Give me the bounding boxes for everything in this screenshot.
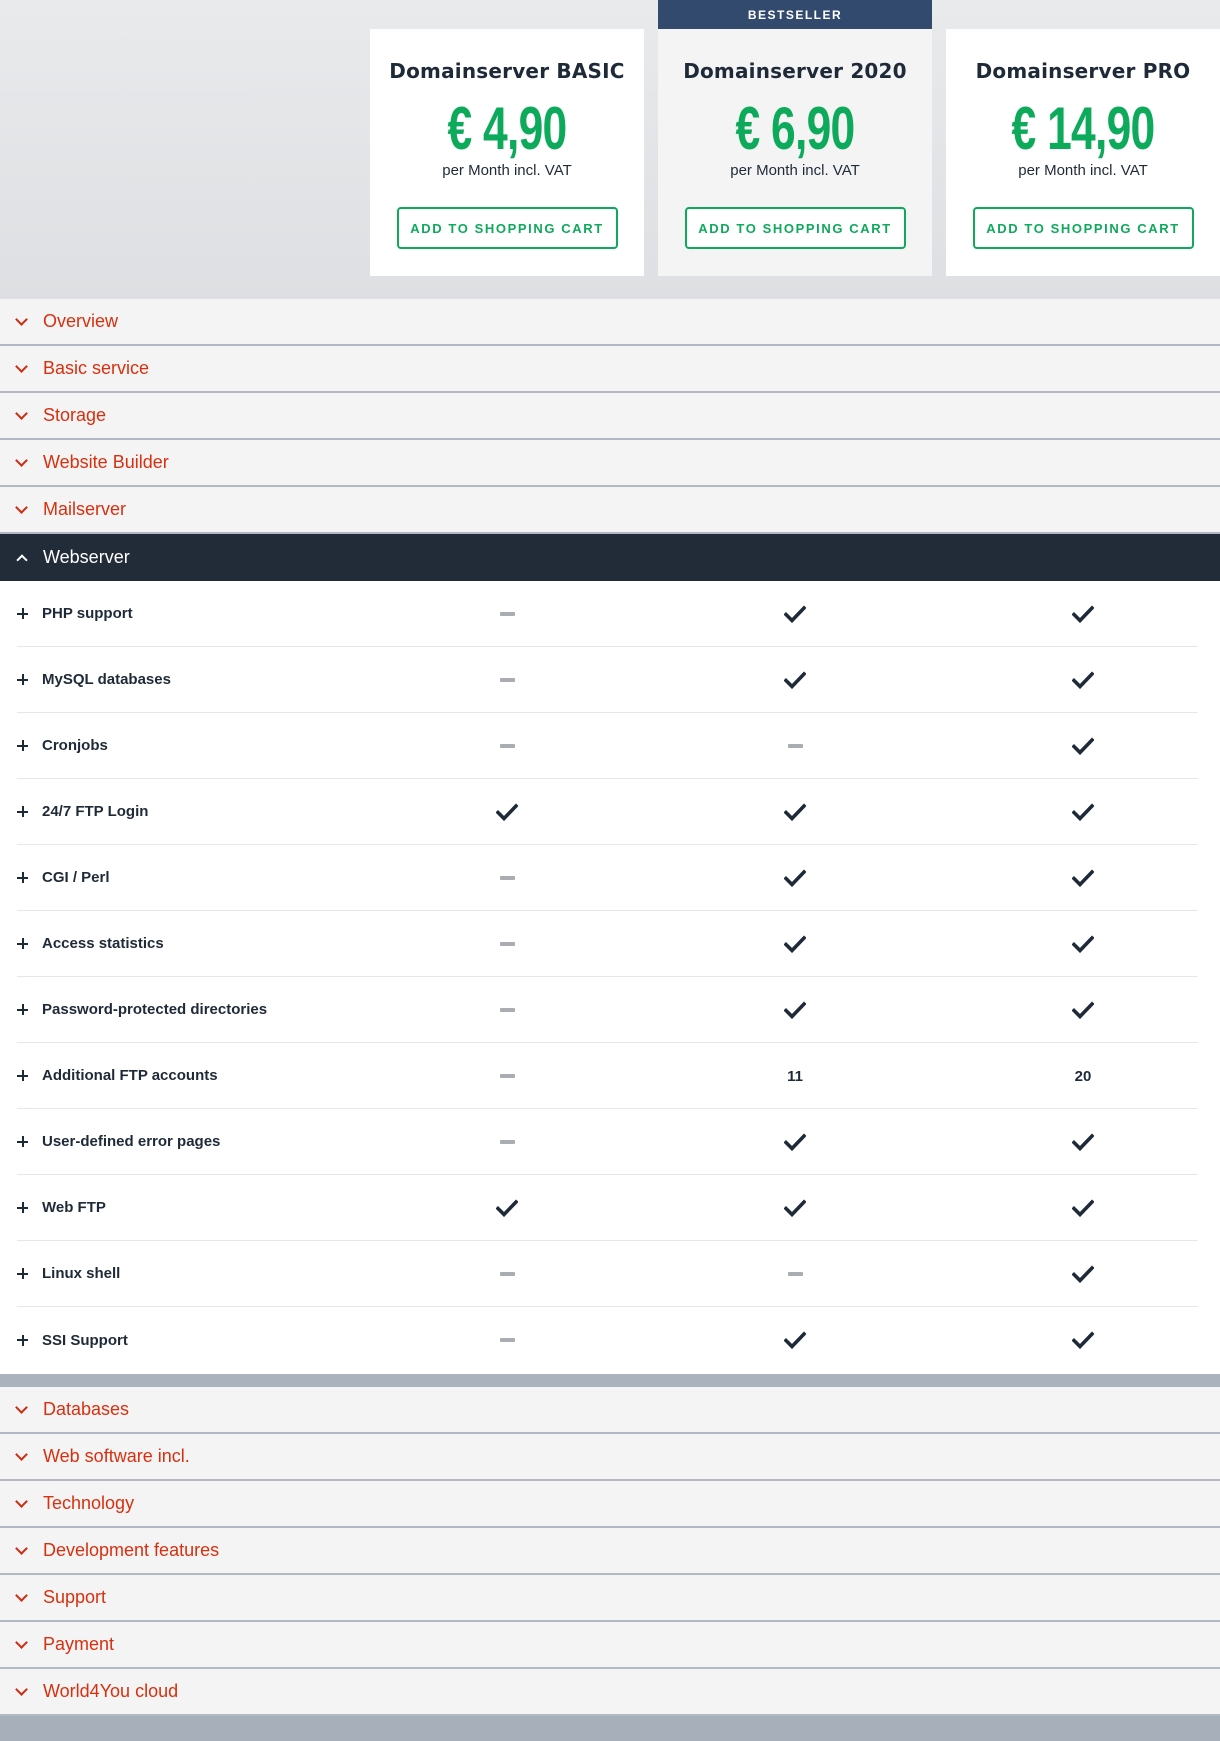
plus-icon[interactable] [17, 1136, 28, 1147]
check-icon [457, 1175, 557, 1241]
plan-price: € 4,90 [447, 95, 567, 162]
feature-name: Additional FTP accounts [42, 1067, 218, 1084]
check-icon [745, 977, 845, 1043]
plan-price: € 14,90 [1011, 95, 1155, 162]
plus-icon[interactable] [17, 740, 28, 751]
accordion-section-technology[interactable] [0, 1481, 1220, 1528]
accordion-sections-before [0, 299, 1220, 534]
check-icon [1033, 911, 1133, 977]
chevron-down-icon [15, 1683, 28, 1696]
check-icon [1033, 1307, 1133, 1373]
dash-icon [745, 1241, 845, 1307]
accordion-section-mailserver[interactable] [0, 487, 1220, 534]
check-icon [1033, 977, 1133, 1043]
dash-icon [457, 911, 557, 977]
feature-row [17, 1307, 1198, 1373]
dash-icon [457, 845, 557, 911]
accordion-section-support[interactable] [0, 1575, 1220, 1622]
check-icon [1033, 581, 1133, 647]
plan-card-basic [370, 29, 644, 276]
feature-name: PHP support [42, 605, 133, 622]
feature-row [17, 713, 1198, 779]
feature-row [17, 1241, 1198, 1307]
check-icon [745, 911, 845, 977]
plus-icon[interactable] [17, 674, 28, 685]
accordion-section-development-features[interactable] [0, 1528, 1220, 1575]
add-to-cart-button[interactable]: ADD TO SHOPPING CART [685, 207, 906, 249]
dash-icon [457, 581, 557, 647]
accordion-section-label: Webserver [43, 547, 130, 567]
dash-icon [745, 713, 845, 779]
feature-row [17, 581, 1198, 647]
accordion-section-label: Mailserver [43, 499, 127, 519]
check-icon [745, 779, 845, 845]
accordion-section-label: Website Builder [43, 452, 169, 472]
chevron-up-icon [16, 554, 27, 565]
feature-row [17, 647, 1198, 713]
feature-name: Linux shell [42, 1265, 121, 1282]
feature-name: Cronjobs [42, 737, 108, 754]
check-icon [1033, 845, 1133, 911]
plus-icon[interactable] [17, 1335, 28, 1346]
feature-name: Access statistics [42, 935, 164, 952]
accordion-section-payment[interactable] [0, 1622, 1220, 1669]
accordion-section-website-builder[interactable] [0, 440, 1220, 487]
accordion-section-databases[interactable] [0, 1387, 1220, 1434]
accordion-section-overview[interactable] [0, 299, 1220, 346]
accordion-section-label: World4You cloud [43, 1681, 179, 1701]
add-to-cart-button[interactable]: ADD TO SHOPPING CART [973, 207, 1194, 249]
chevron-down-icon [15, 407, 28, 420]
dash-icon [457, 1307, 557, 1373]
feature-name: Web FTP [42, 1199, 106, 1216]
plus-icon[interactable] [17, 1202, 28, 1213]
feature-value: 11 [787, 1067, 803, 1085]
plus-icon[interactable] [17, 806, 28, 817]
bestseller-badge: BESTSELLER [658, 0, 932, 29]
feature-list [0, 581, 1220, 1374]
feature-name: User-defined error pages [42, 1133, 221, 1150]
accordion-section-label: Databases [43, 1399, 130, 1419]
check-icon [745, 845, 845, 911]
feature-row [17, 1109, 1198, 1175]
check-icon [1033, 1109, 1133, 1175]
feature-name: Password-protected directories [42, 1001, 268, 1018]
accordion-section-label: Payment [43, 1634, 115, 1654]
plus-icon[interactable] [17, 1004, 28, 1015]
footer-bar [0, 1716, 1220, 1741]
feature-row [17, 977, 1198, 1043]
add-to-cart-button[interactable]: ADD TO SHOPPING CART [397, 207, 618, 249]
plus-icon[interactable] [17, 938, 28, 949]
plus-icon[interactable] [17, 1268, 28, 1279]
plan-name: Domainserver 2020 [683, 59, 907, 83]
feature-row [17, 1043, 1198, 1109]
feature-value: 20 [1074, 1067, 1092, 1085]
accordion-section-label: Basic service [43, 358, 150, 378]
feature-name: MySQL databases [42, 671, 171, 688]
check-icon [1033, 1175, 1133, 1241]
plan-card-2020 [658, 29, 932, 276]
chevron-down-icon [15, 501, 28, 514]
accordion-section-label: Technology [43, 1493, 135, 1513]
feature-name: 24/7 FTP Login [42, 803, 149, 820]
dash-icon [457, 647, 557, 713]
chevron-down-icon [15, 454, 28, 467]
chevron-down-icon [15, 1495, 28, 1508]
chevron-down-icon [15, 360, 28, 373]
accordion-section-label: Storage [43, 405, 107, 425]
plan-name: Domainserver PRO [975, 59, 1191, 83]
dash-icon [457, 1109, 557, 1175]
section-divider [0, 1374, 1220, 1387]
chevron-down-icon [15, 1448, 28, 1461]
accordion-section-label: Overview [43, 311, 119, 331]
plan-price-unit: per Month incl. VAT [1018, 162, 1148, 179]
feature-row [17, 1175, 1198, 1241]
chevron-down-icon [15, 1589, 28, 1602]
feature-name: CGI / Perl [42, 869, 110, 886]
feature-row [17, 779, 1198, 845]
check-icon [1033, 1241, 1133, 1307]
check-icon [745, 1175, 845, 1241]
chevron-down-icon [15, 1542, 28, 1555]
accordion-section-web-software-incl[interactable] [0, 1434, 1220, 1481]
check-icon [1033, 713, 1133, 779]
accordion-section-webserver[interactable] [0, 534, 1220, 581]
accordion-section-label: Development features [43, 1540, 220, 1560]
feature-row [17, 911, 1198, 977]
feature-row [17, 845, 1198, 911]
accordion-section-world4you-cloud[interactable] [0, 1669, 1220, 1716]
plans-header [0, 0, 1220, 299]
accordion-section-storage[interactable] [0, 393, 1220, 440]
plan-price: € 6,90 [735, 95, 855, 162]
check-icon [745, 581, 845, 647]
dash-icon [457, 713, 557, 779]
accordion-section-basic-service[interactable] [0, 346, 1220, 393]
check-icon [745, 1307, 845, 1373]
plus-icon[interactable] [17, 608, 28, 619]
chevron-down-icon [15, 313, 28, 326]
plan-name: Domainserver BASIC [389, 59, 625, 83]
accordion-section-label: Web software incl. [43, 1446, 190, 1466]
dash-icon [457, 1241, 557, 1307]
feature-name: SSI Support [42, 1331, 128, 1349]
dash-icon [457, 977, 557, 1043]
chevron-down-icon [15, 1636, 28, 1649]
check-icon [745, 1109, 845, 1175]
plus-icon[interactable] [17, 872, 28, 883]
dash-icon [457, 1043, 557, 1109]
plus-icon[interactable] [17, 1070, 28, 1081]
accordion-sections-after [0, 1387, 1220, 1716]
check-icon [745, 647, 845, 713]
plan-card-pro [946, 29, 1220, 276]
check-icon [1033, 647, 1133, 713]
plan-price-unit: per Month incl. VAT [730, 162, 860, 179]
chevron-down-icon [15, 1401, 28, 1414]
check-icon [1033, 779, 1133, 845]
check-icon [457, 779, 557, 845]
accordion-section-label: Support [43, 1587, 107, 1607]
plan-price-unit: per Month incl. VAT [442, 162, 572, 179]
